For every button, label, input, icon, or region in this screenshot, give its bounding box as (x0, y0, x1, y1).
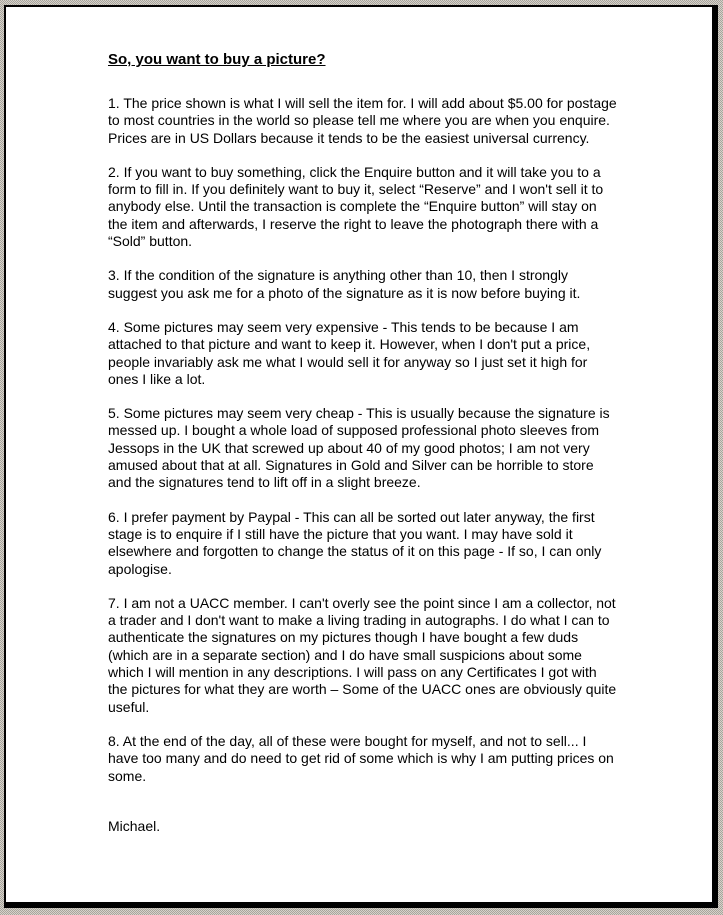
paragraph-7: 7. I am not a UACC member. I can't overly see the point since I am a collector, not a trader and I don't want to make a living trading in autographs. I do what I can to authenticate the signatures on my pictures though I have bought a few duds (which are in a separate section) and I do have small suspicions about some which I will mention in any descriptions. I will pass on any Certificates I got with the pictures for what they are worth – Some of the UACC ones are obviously quite useful. (108, 594, 617, 715)
paragraph-5: 5. Some pictures may seem very cheap - This is usually because the signature is messed up. I bought a whole load of supposed professional photo sleeves from Jessops in the UK that screwed up about 40 of my good photos; I am not very amused about that at all. Signatures in Gold and Silver can be horrible to store and the signatures tend to lift off in a slight breeze. (108, 405, 610, 491)
signature-text: Michael. (108, 817, 161, 834)
document-content (108, 51, 618, 835)
paragraph-4: 4. Some pictures may seem very expensive - This tends to be because I am attached to that picture and want to keep it. However, when I don't put a price, people invariably ask me what I would sell it for anyway so I just set it high for ones I like a lot. (108, 318, 591, 387)
paragraph-6: 6. I prefer payment by Paypal - This can all be sorted out later anyway, the first stage is to enquire if I still have the picture that you want. I may have sold it elsewhere and forgotten to change the status of it on this page - If so, I can only apologise. (108, 508, 602, 577)
document-page (4, 5, 718, 908)
paragraph-3: 3. If the condition of the signature is anything other than 10, then I strongly suggest you ask me for a photo of the signature as it is now before buying it. (108, 267, 581, 301)
paragraph-2: 2. If you want to buy something, click the Enquire button and it will take you to a form to fill in. If you definitely want to buy it, select “Reserve” and I won't sell it to anybody else. Until the transaction is complete the “Enquire button” will stay on the item and afterwards, I reserve the right to leave the photograph there with a “Sold” button. (108, 163, 604, 250)
paragraph-1: 1. The price shown is what I will sell the item for. I will add about $5.00 for postage to most countries in the world so please tell me where you are when you enquire. Prices are in US Dollars because it tends to be the easiest universal currency. (108, 95, 617, 146)
paragraph-8: 8. At the end of the day, all of these were bought for myself, and not to sell... I have too many and do need to get rid of some which is why I am putting prices on some. (108, 732, 614, 784)
page-title: So, you want to buy a picture? (108, 51, 326, 68)
